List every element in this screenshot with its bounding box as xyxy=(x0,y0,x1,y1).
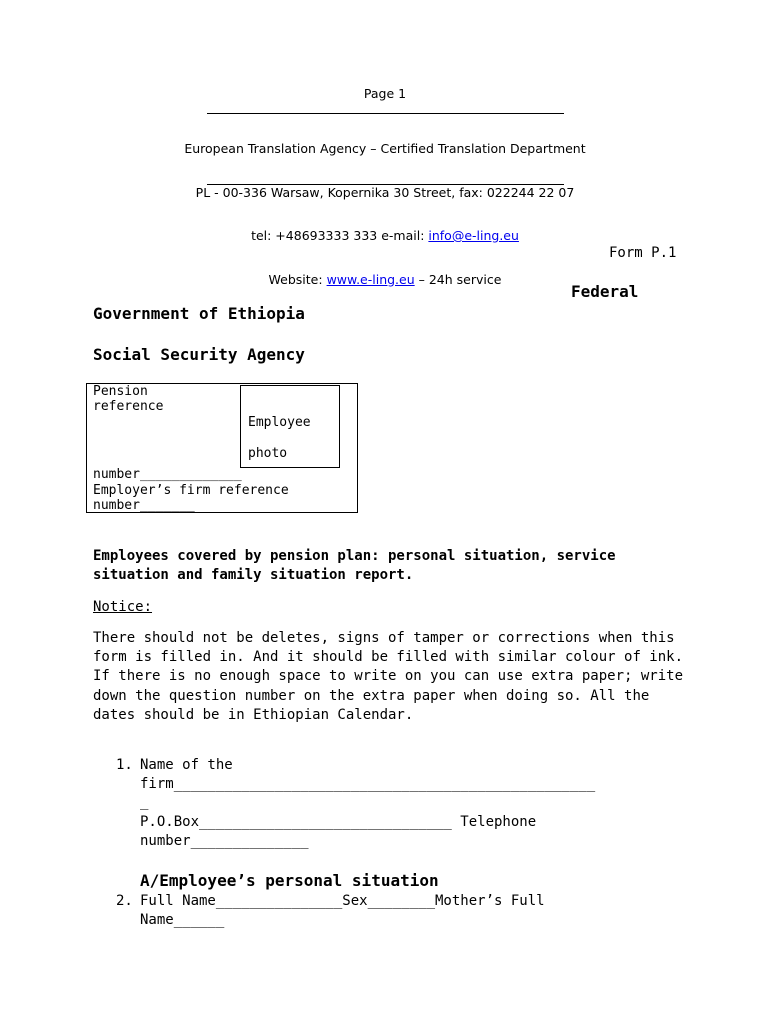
firm-name-field-overflow: _ xyxy=(140,794,149,810)
email-link[interactable]: info@e-ling.eu xyxy=(428,228,519,243)
pension-reference-label-1: Pension xyxy=(93,384,148,399)
pobox-telephone-field[interactable]: P.O.Box______________________________ Telephone xyxy=(140,814,537,830)
agency-address: PL - 00-336 Warsaw, Kopernika 30 Street, fax: 022244 22 07 xyxy=(195,184,575,200)
item-2-number: 2. xyxy=(116,893,133,909)
notice-text: There should not be deletes, signs of tamper or corrections when this form is filled in. And it should be filled with similar colour of ink. If there is no enough space to write on you can use extra paper; write down the question number on the extra paper when doing so. All the dates should be in Ethiopian Calendar. xyxy=(93,630,684,723)
website-suffix: – 24h service xyxy=(414,271,502,287)
pension-number-field[interactable]: number_____________ xyxy=(93,467,242,482)
report-heading-line-2: situation and family situation report. xyxy=(93,567,414,583)
website-prefix: Website: xyxy=(268,271,327,287)
translation-agency-header xyxy=(0,113,770,302)
photo-label-2: photo xyxy=(248,446,288,461)
header-bottom-rule xyxy=(207,184,564,185)
title-federal: Federal xyxy=(571,282,639,301)
title-government: Government of Ethiopia xyxy=(93,304,305,323)
page-number: Page 1 xyxy=(363,86,407,101)
agency-name: European Translation Agency – Certified Translation Department xyxy=(184,141,586,156)
agency-website xyxy=(0,273,770,288)
employer-reference-label: Employer’s firm reference xyxy=(93,483,289,498)
photo-label-1: Employee xyxy=(248,415,311,430)
form-number: Form P.1 xyxy=(609,245,677,261)
notice-label: Notice: xyxy=(93,599,153,615)
website-link[interactable]: www.e-ling.eu xyxy=(326,271,415,287)
telephone-number-field[interactable]: number______________ xyxy=(140,833,309,849)
title-agency: Social Security Agency xyxy=(93,345,305,364)
employer-number-field[interactable]: number_______ xyxy=(93,498,195,513)
tel-text: tel: +48693333 333 e-mail: xyxy=(251,228,429,243)
report-heading-line-1: Employees covered by pension plan: personal situation, service xyxy=(93,548,616,564)
full-name-sex-field[interactable]: Full Name_______________Sex________Mother’s Full xyxy=(140,893,545,909)
agency-contact xyxy=(0,229,770,244)
mother-name-field[interactable]: Name______ xyxy=(140,912,225,928)
pension-reference-label-2: reference xyxy=(93,399,164,414)
firm-name-field[interactable]: firm__________________________________________________ xyxy=(140,776,596,792)
section-a-heading: A/Employee’s personal situation xyxy=(140,871,439,890)
item-1-number: 1. xyxy=(116,757,133,773)
item-1-label: Name of the xyxy=(140,757,233,773)
